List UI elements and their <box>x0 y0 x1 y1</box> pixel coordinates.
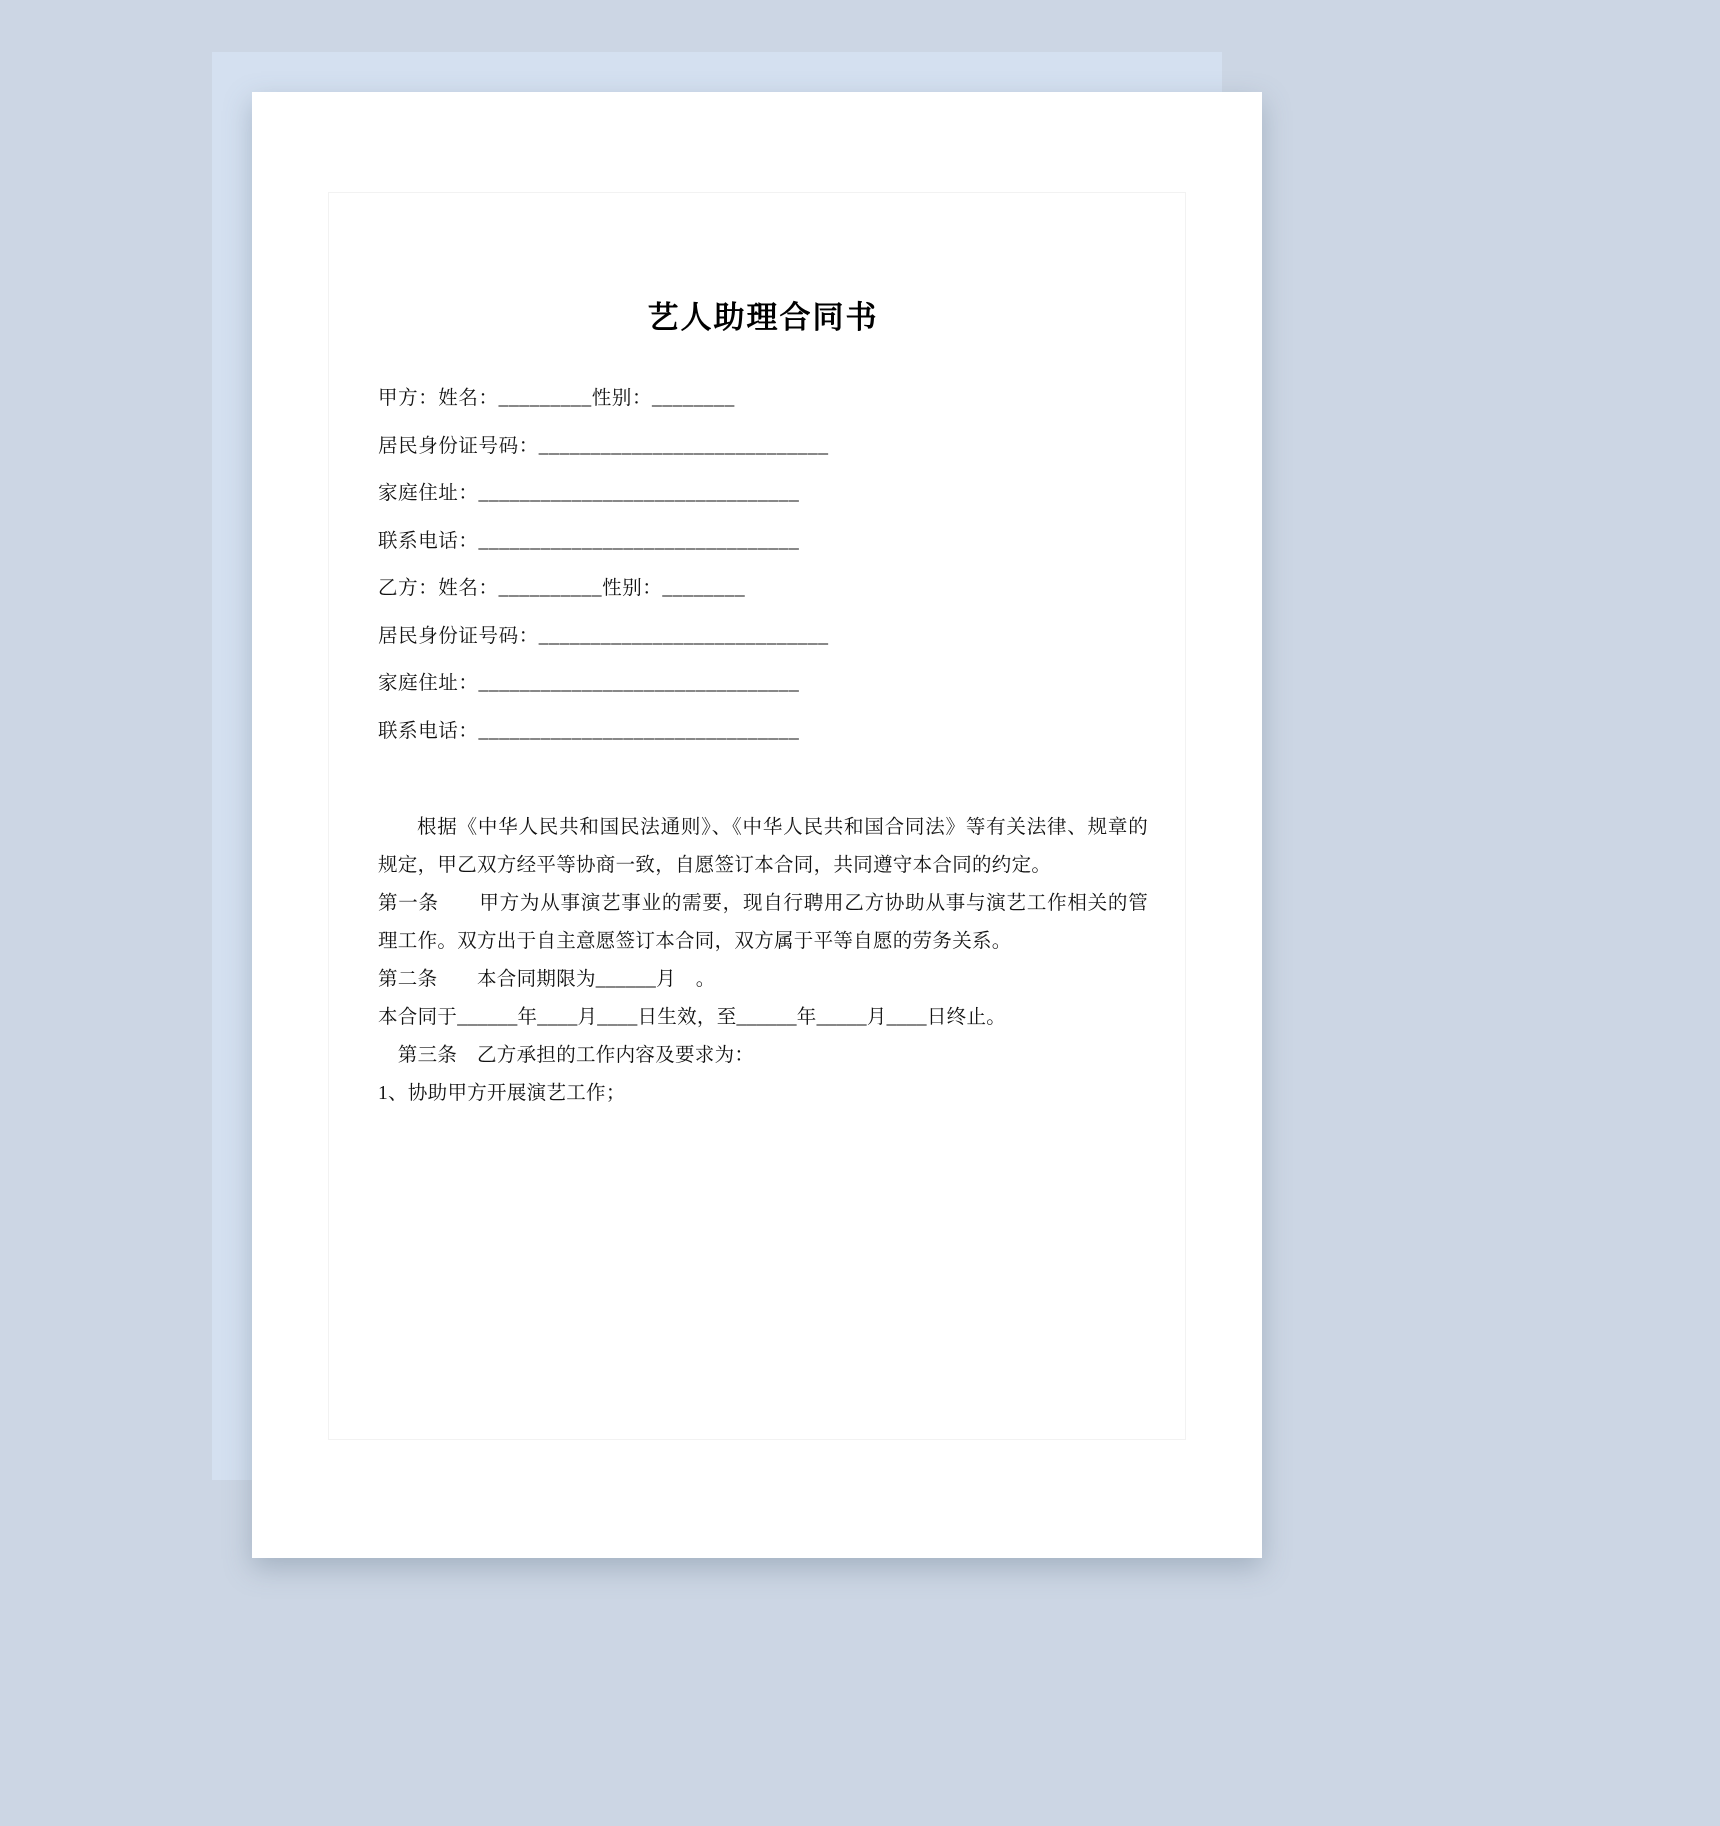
clause-one-paragraph: 第一条 甲方为从事演艺事业的需要，现自行聘用乙方协助从事与演艺工作相关的管理工作。双方出于自主意愿签订本合同，双方属于平等自愿的劳务关系。 <box>378 893 1148 953</box>
field-party-a-address: 家庭住址：_______________________________ <box>378 483 800 504</box>
duty-item-1: 1、协助甲方开展演艺工作； <box>378 1083 626 1105</box>
field-party-b-id-number: 居民身份证号码：____________________________ <box>378 625 829 647</box>
preamble-paragraph: 根据《中华人民共和国民法通则》、《中华人民共和国合同法》等有关法律、规章的规定，甲乙双方经平等协商一致，自愿签订本合同，共同遵守本合同的约定。 <box>378 817 1148 877</box>
field-party-a-phone: 联系电话：_______________________________ <box>378 530 800 552</box>
field-party-b-address: 家庭住址：_______________________________ <box>378 673 800 694</box>
clause-two-paragraph: 第二条 本合同期限为______月 。 <box>378 969 716 991</box>
field-party-b-name-gender: 乙方：姓名：__________性别：________ <box>378 578 746 599</box>
page-title: 艺人助理合同书 <box>647 300 879 336</box>
field-party-a-id-number: 居民身份证号码：____________________________ <box>378 435 829 457</box>
section-spacer <box>378 769 1148 809</box>
document-body <box>378 292 1148 1113</box>
document-page <box>252 92 1262 1558</box>
contract-term-paragraph: 本合同于______年____月____日生效，至______年_____月____日终止。 <box>378 1007 1007 1029</box>
field-party-b-phone: 联系电话：_______________________________ <box>378 720 800 742</box>
field-party-a-name-gender: 甲方：姓名：_________性别：________ <box>378 388 735 409</box>
clause-three-paragraph: 第三条 乙方承担的工作内容及要求为： <box>378 1045 755 1067</box>
